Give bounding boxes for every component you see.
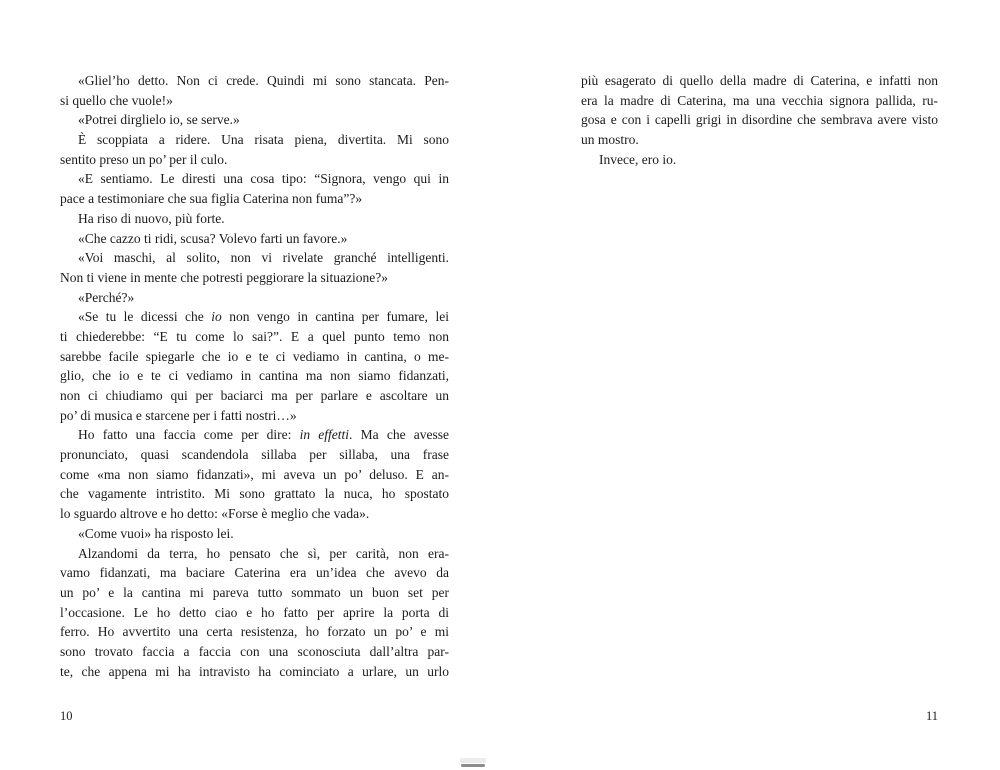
text-line: non ci chiudiamo qui per baciarci ma per parlare e ascoltare un [60, 388, 449, 403]
text-line: un po’ e la cantina mi pareva tutto sommato un buon set per [60, 584, 449, 600]
text-line: più esagerato di quello della madre di Caterina, e infatti non [581, 73, 938, 88]
text-line: glio, che io e te ci vediamo in cantina ma non siamo fidanzati, [60, 368, 449, 384]
text-line: pace a testimoniare che sua figlia Caterina non fuma”?» [60, 191, 363, 207]
text-line: «Se tu le dicessi che io non vengo in cantina per fumare, lei [78, 309, 449, 325]
text-line: lo sguardo altrove e ho detto: «Forse è meglio che vada». [60, 506, 370, 522]
text-line: Non ti viene in mente che potresti peggiorare la situazione?» [60, 269, 389, 285]
text-line: «Potrei dirglielo io, se serve.» [78, 112, 240, 128]
page-number-left: 10 [60, 709, 73, 723]
text-line: «Come vuoi» ha risposto lei. [78, 525, 234, 541]
text-line: po’ di musica e starcene per i fatti nostri…» [60, 407, 297, 423]
text-line: sentito preso un po’ per il culo. [60, 151, 228, 167]
text-line: gosa e con i capelli grigi in disordine che sembrava avere visto [581, 112, 938, 128]
text-line: sono trovato faccia a faccia con una sconosciuta dall’altra par- [60, 643, 449, 659]
text-line: vamo fidanzati, ma baciare Caterina era un’idea che avevo da [60, 565, 449, 581]
text-line: che vagamente intristito. Mi sono grattato la nuca, ho spostato [60, 486, 449, 502]
text-line: un mostro. [581, 132, 639, 148]
text-line: «E sentiamo. Le diresti una cosa tipo: “Signora, vengo qui in [78, 171, 449, 187]
drag-handle-icon[interactable] [461, 764, 485, 767]
text-line: Ho fatto una faccia come per dire: in effetti. Ma che avesse [78, 427, 449, 443]
text-line: «Che cazzo ti ridi, scusa? Volevo farti un favore.» [78, 230, 348, 246]
text-line: Ha riso di nuovo, più forte. [78, 210, 225, 226]
text-line: Invece, ero io. [599, 151, 677, 167]
text-line: È scoppiata a ridere. Una risata piena, divertita. Mi sono [78, 132, 449, 148]
text-line: «Perché?» [78, 289, 135, 305]
text-line: pronunciato, quasi scandendola sillaba per sillaba, una frase [60, 447, 449, 463]
text-line: si quello che vuole!» [60, 92, 173, 108]
text-line: l’occasione. Le ho detto ciao e ho fatto per aprire la porta di [60, 604, 449, 620]
book-page-right [581, 71, 938, 169]
text-line: ferro. Ho avvertito una certa resistenza, ho forzato un po’ e mi [60, 624, 449, 640]
text-line: te, che appena mi ha intravisto ha cominciato a urlare, un urlo [60, 663, 449, 679]
text-line: come «ma non siamo fidanzati», mi aveva un po’ deluso. E an- [60, 466, 449, 482]
drag-handle-glow [460, 758, 486, 763]
text-line: «Gliel’ho detto. Non ci crede. Quindi mi sono stancata. Pen- [78, 73, 449, 88]
book-page-left [60, 71, 449, 681]
text-line: era la madre di Caterina, ma una vecchia signora pallida, ru- [581, 92, 938, 108]
text-line: «Voi maschi, al solito, non vi rivelate granché intelligenti. [78, 250, 449, 266]
text-line: sarebbe facile spiegarle che io e te ci vediamo in cantina, o me- [60, 348, 449, 364]
page-text-right [581, 71, 938, 169]
text-line: ti chiederebbe: “E tu come lo sai?”. E a quel punto temo non [60, 328, 449, 344]
page-number-right: 11 [925, 709, 938, 723]
text-line: Alzandomi da terra, ho pensato che sì, per carità, non era- [78, 545, 449, 561]
page-text-left [60, 71, 449, 681]
